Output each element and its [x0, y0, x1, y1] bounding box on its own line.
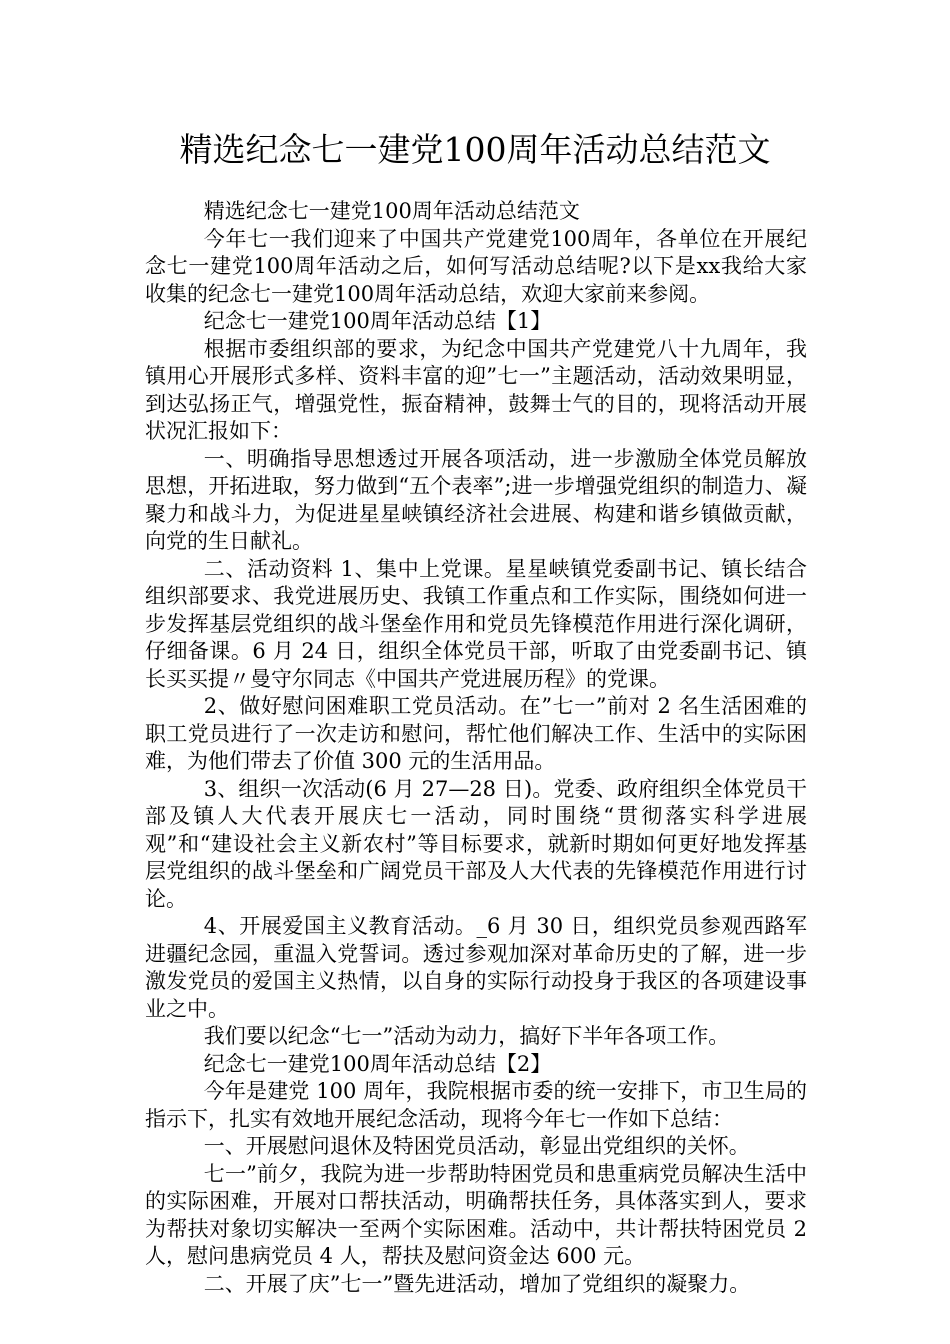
paragraph: 一、明确指导思想透过开展各项活动，进一步激励全体党员解放思想，开拓进取，努力做到“五个表率”;进一步增强党组织的制造力、凝聚力和战斗力，为促进星星峡镇经济社会进展、构建和谐乡镇做贡献，向党的生日献礼。: [145, 446, 807, 553]
paragraph: 2、做好慰问困难职工党员活动。在”七一”前对 2 名生活困难的职工党员进行了一次走访和慰问，帮忙他们解决工作、生活中的实际困难，为他们带去了价值 300 元的生活用品。: [145, 694, 807, 773]
paragraph: 3、组织一次活动(6 月 27—28 日)。党委、政府组织全体党员干部及镇人大代表开展庆七一活动，同时围绕“贯彻落实科学进展观”和“建设社会主义新农村”等目标要求，就新时期如何更好地发挥基层党组织的战斗堡垒和广阔党员干部及人大代表的先锋模范作用进行讨论。: [145, 776, 807, 911]
paragraph: 二、开展了庆”七一”暨先进活动，增加了党组织的凝聚力。: [203, 1271, 751, 1296]
paragraph: 今年七一我们迎来了中国共产党建党100周年，各单位在开展纪念七一建党100周年活动之后，如何写活动总结呢?以下是xx我给大家收集的纪念七一建党100周年活动总结，欢迎大家前来参阅。: [145, 226, 807, 306]
paragraph: 今年是建党 100 周年，我院根据市委的统一安排下，市卫生局的指示下，扎实有效地开展纪念活动，现将今年七一作如下总结：: [145, 1079, 807, 1131]
document-title: 精选纪念七一建党100周年活动总结范文: [179, 130, 771, 169]
paragraph: 我们要以纪念“七一”活动为动力，搞好下半年各项工作。: [203, 1024, 730, 1048]
section-heading: 纪念七一建党100周年活动总结【1】: [203, 309, 552, 333]
paragraph: 根据市委组织部的要求，为纪念中国共产党建党八十九周年，我镇用心开展形式多样、资料丰富的迎”七一”主题活动，活动效果明显，到达弘扬正气，增强党性，振奋精神，鼓舞士气的目的，现将活动开展状况汇报如下：: [145, 336, 807, 443]
document-body: [145, 198, 807, 1298]
paragraph: 一、开展慰问退休及特困党员活动，彰显出党组织的关怀。: [203, 1134, 750, 1158]
paragraph: 七一”前夕，我院为进一步帮助特困党员和患重病党员解决生活中的实际困难，开展对口帮扶活动，明确帮扶任务，具体落实到人，要求为帮扶对象切实解决一至两个实际困难。活动中，共计帮扶特困党员 2 人，慰问患病党员 4 人，帮扶及慰问资金达 600 元。: [145, 1161, 807, 1268]
section-heading: 纪念七一建党100周年活动总结【2】: [203, 1051, 552, 1076]
paragraph: 4、开展爱国主义教育活动。_6 月 30 日，组织党员参观西路军进疆纪念园，重温入党誓词。透过参观加深对革命历史的了解，进一步激发党员的爱国主义热情，以自身的实际行动投身于我区的各项建设事业之中。: [145, 914, 807, 1021]
paragraph: 二、活动资料 1、集中上党课。星星峡镇党委副书记、镇长结合组织部要求、我党进展历史、我镇工作重点和工作实际，围绕如何进一步发挥基层党组织的战斗堡垒作用和党员先锋模范作用进行深化调研，仔细备课。6 月 24 日，组织全体党员干部，听取了由党委副书记、镇长买买提〃曼守尔同志《中国共产党进展历程》的党课。: [145, 556, 807, 691]
paragraph: 精选纪念七一建党100周年活动总结范文: [203, 199, 580, 223]
